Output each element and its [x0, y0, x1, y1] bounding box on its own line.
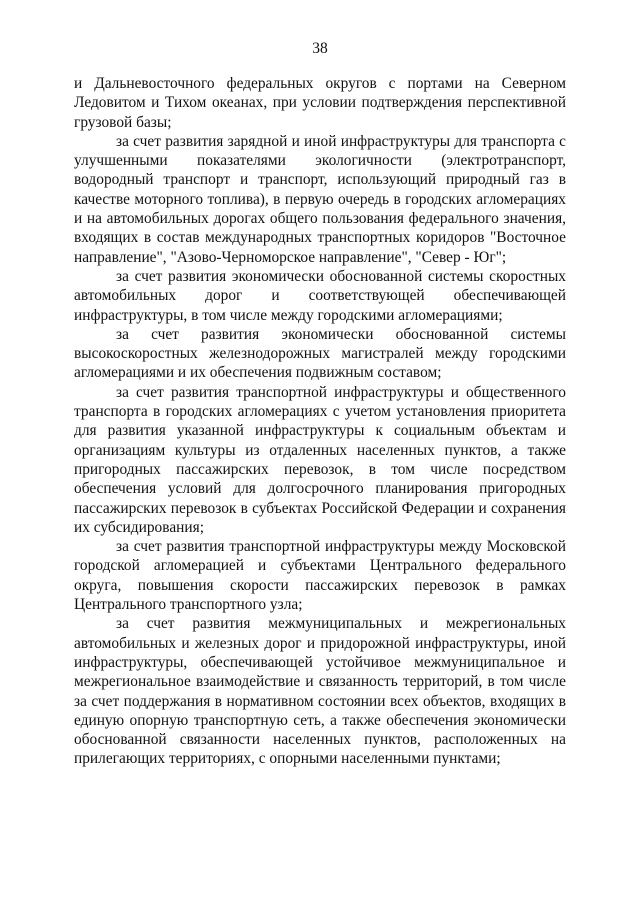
- paragraph-4: за счет развития экономически обоснованной системы высокоскоростных железнодорожных магистралей между городскими агломерациями и их обеспечения подвижным составом;: [74, 325, 566, 382]
- paragraph-5: за счет развития транспортной инфраструктуры и общественного транспорта в городских агломерациях с учетом установления приоритета для развития указанной инфраструктуры к социальным объектам и организациям культуры из отдаленных населенных пунктов, а также пригородных пассажирских перевозок, в том числе посредством обеспечения условий для долгосрочного планирования пригородных пассажирских перевозок в субъектах Российской Федерации и сохранения их субсидирования;: [74, 383, 566, 536]
- paragraph-6: за счет развития транспортной инфраструктуры между Московской городской агломерацией и субъектами Центрального федерального округа, повышения скорости пассажирских перевозок в рамках Центрального транспортного узла;: [74, 538, 566, 614]
- paragraph-2: за счет развития зарядной и иной инфраструктуры для транспорта с улучшенными показателями экологичности (электротранспорт, водородный транспорт и транспорт, использующий природный газ в качестве моторного топлива), в первую очередь в городских агломерациях и на автомобильных дорогах общего пользования федерального значения, входящих в состав международных транспортных коридоров "Восточное направление", "Азово-Черноморское направление", "Север - Юг";: [74, 132, 566, 266]
- paragraph-1: и Дальневосточного федеральных округов с портами на Северном Ледовитом и Тихом океанах, при условии подтверждения перспективной грузовой базы;: [74, 75, 566, 131]
- paragraph-7: за счет развития межмуниципальных и межрегиональных автомобильных и железных дорог и придорожной инфраструктуры, иной инфраструктуры, обеспечивающей устойчивое межмуниципальное и межрегиональное взаимодействие и связанность территорий, в том числе за счет поддержания в нормативном состоянии всех объектов, входящих в единую опорную транспортную сеть, а также обеспечения экономически обоснованной связанности населенных пунктов, расположенных на прилегающих территориях, с опорными населенными пунктами;: [74, 615, 566, 768]
- page-number: 38: [312, 40, 328, 57]
- paragraph-3: за счет развития экономически обоснованной системы скоростных автомобильных дорог и соответствующей обеспечивающей инфраструктуры, в том числе между городскими агломерациями;: [74, 267, 566, 324]
- document-body: [74, 74, 566, 769]
